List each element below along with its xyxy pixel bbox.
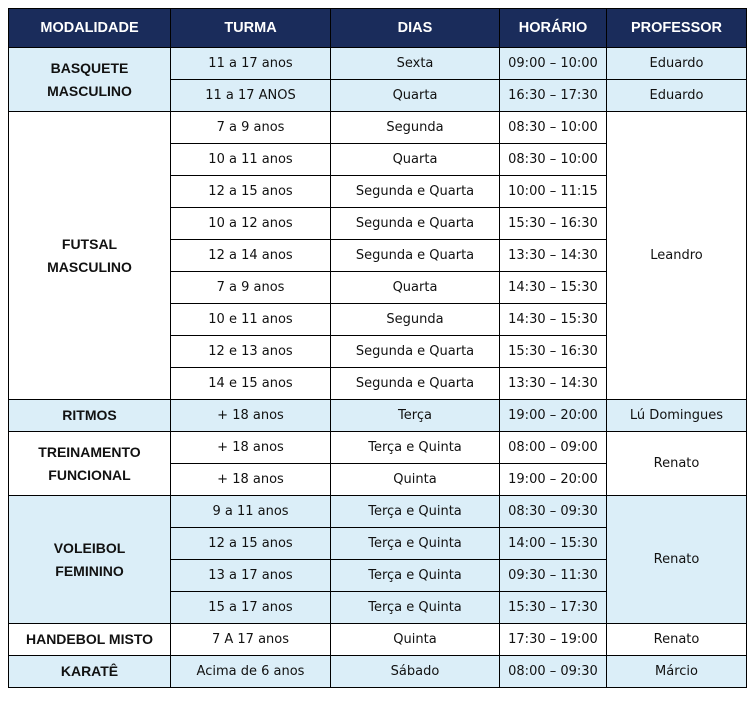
turma-cell: 12 a 14 anos — [171, 240, 331, 272]
horario-cell: 16:30 – 17:30 — [500, 80, 607, 112]
table-row — [9, 48, 747, 80]
header-dias: DIAS — [331, 9, 500, 48]
turma-cell: + 18 anos — [171, 432, 331, 464]
turma-cell: 7 a 9 anos — [171, 272, 331, 304]
header-horario: HORÁRIO — [500, 9, 607, 48]
dias-cell: Terça e Quinta — [331, 496, 500, 528]
dias-cell: Quarta — [331, 80, 500, 112]
dias-cell: Segunda — [331, 304, 500, 336]
modalidade-cell — [9, 400, 171, 432]
schedule-table — [8, 8, 747, 688]
professor-cell: Eduardo — [607, 48, 747, 80]
modalidade-cell — [9, 112, 171, 400]
table-row — [9, 496, 747, 528]
horario-cell: 14:30 – 15:30 — [500, 304, 607, 336]
horario-cell: 13:30 – 14:30 — [500, 240, 607, 272]
dias-cell: Sexta — [331, 48, 500, 80]
dias-cell: Segunda — [331, 112, 500, 144]
modalidade-cell — [9, 432, 171, 496]
modalidade-label: BASQUETE — [50, 59, 129, 76]
modalidade-label: KARATÊ — [60, 663, 119, 679]
table-row — [9, 400, 747, 432]
modalidade-label: FUTSAL — [61, 235, 118, 252]
professor-cell: Eduardo — [607, 80, 747, 112]
professor-cell: Renato — [607, 496, 747, 624]
modalidade-cell — [9, 496, 171, 624]
dias-cell: Terça e Quinta — [331, 528, 500, 560]
turma-cell: 10 a 12 anos — [171, 208, 331, 240]
dias-cell: Terça e Quinta — [331, 432, 500, 464]
dias-cell: Terça — [331, 400, 500, 432]
horario-cell: 08:30 – 10:00 — [500, 144, 607, 176]
modalidade-label: MASCULINO — [47, 82, 132, 99]
dias-cell: Quinta — [331, 464, 500, 496]
header-modalidade: MODALIDADE — [9, 9, 171, 48]
turma-cell: 11 a 17 anos — [171, 48, 331, 80]
dias-cell: Sábado — [331, 656, 500, 688]
horario-cell: 13:30 – 14:30 — [500, 368, 607, 400]
professor-cell: Leandro — [607, 112, 747, 400]
horario-cell: 14:30 – 15:30 — [500, 272, 607, 304]
turma-cell: 15 a 17 anos — [171, 592, 331, 624]
dias-cell: Terça e Quinta — [331, 560, 500, 592]
modalidade-cell — [9, 656, 171, 688]
header-professor: PROFESSOR — [607, 9, 747, 48]
turma-cell: 12 a 15 anos — [171, 528, 331, 560]
modalidade-label: VOLEIBOL — [53, 539, 126, 556]
modalidade-label: MASCULINO — [47, 258, 132, 275]
turma-cell: 11 a 17 ANOS — [171, 80, 331, 112]
modalidade-label: RITMOS — [62, 407, 117, 423]
schedule-body — [9, 48, 747, 688]
modalidade-label: FUNCIONAL — [48, 466, 131, 483]
dias-cell: Terça e Quinta — [331, 592, 500, 624]
horario-cell: 17:30 – 19:00 — [500, 624, 607, 656]
dias-cell: Segunda e Quarta — [331, 240, 500, 272]
professor-cell: Renato — [607, 624, 747, 656]
turma-cell: 13 a 17 anos — [171, 560, 331, 592]
turma-cell: Acima de 6 anos — [171, 656, 331, 688]
horario-cell: 09:30 – 11:30 — [500, 560, 607, 592]
turma-cell: 14 e 15 anos — [171, 368, 331, 400]
turma-cell: 7 a 9 anos — [171, 112, 331, 144]
professor-cell: Renato — [607, 432, 747, 496]
horario-cell: 19:00 – 20:00 — [500, 400, 607, 432]
table-row — [9, 624, 747, 656]
table-row — [9, 656, 747, 688]
horario-cell: 15:30 – 16:30 — [500, 208, 607, 240]
turma-cell: 12 e 13 anos — [171, 336, 331, 368]
turma-cell: 7 A 17 anos — [171, 624, 331, 656]
dias-cell: Quinta — [331, 624, 500, 656]
turma-cell: 12 a 15 anos — [171, 176, 331, 208]
horario-cell: 08:30 – 09:30 — [500, 496, 607, 528]
horario-cell: 09:00 – 10:00 — [500, 48, 607, 80]
turma-cell: + 18 anos — [171, 400, 331, 432]
modalidade-cell — [9, 624, 171, 656]
horario-cell: 08:00 – 09:00 — [500, 432, 607, 464]
horario-cell: 15:30 – 17:30 — [500, 592, 607, 624]
horario-cell: 15:30 – 16:30 — [500, 336, 607, 368]
modalidade-label: FEMININO — [55, 562, 124, 579]
dias-cell: Segunda e Quarta — [331, 208, 500, 240]
dias-cell: Quarta — [331, 272, 500, 304]
table-row — [9, 112, 747, 144]
dias-cell: Segunda e Quarta — [331, 368, 500, 400]
modalidade-label: TREINAMENTO — [38, 443, 141, 460]
header-row — [9, 9, 747, 48]
modalidade-label: HANDEBOL MISTO — [25, 631, 154, 647]
horario-cell: 19:00 – 20:00 — [500, 464, 607, 496]
horario-cell: 14:00 – 15:30 — [500, 528, 607, 560]
professor-cell: Márcio — [607, 656, 747, 688]
dias-cell: Segunda e Quarta — [331, 336, 500, 368]
turma-cell: 10 a 11 anos — [171, 144, 331, 176]
turma-cell: 9 a 11 anos — [171, 496, 331, 528]
horario-cell: 08:00 – 09:30 — [500, 656, 607, 688]
table-row — [9, 432, 747, 464]
turma-cell: + 18 anos — [171, 464, 331, 496]
horario-cell: 10:00 – 11:15 — [500, 176, 607, 208]
horario-cell: 08:30 – 10:00 — [500, 112, 607, 144]
header-turma: TURMA — [171, 9, 331, 48]
turma-cell: 10 e 11 anos — [171, 304, 331, 336]
modalidade-cell — [9, 48, 171, 112]
dias-cell: Segunda e Quarta — [331, 176, 500, 208]
dias-cell: Quarta — [331, 144, 500, 176]
professor-cell: Lú Domingues — [607, 400, 747, 432]
